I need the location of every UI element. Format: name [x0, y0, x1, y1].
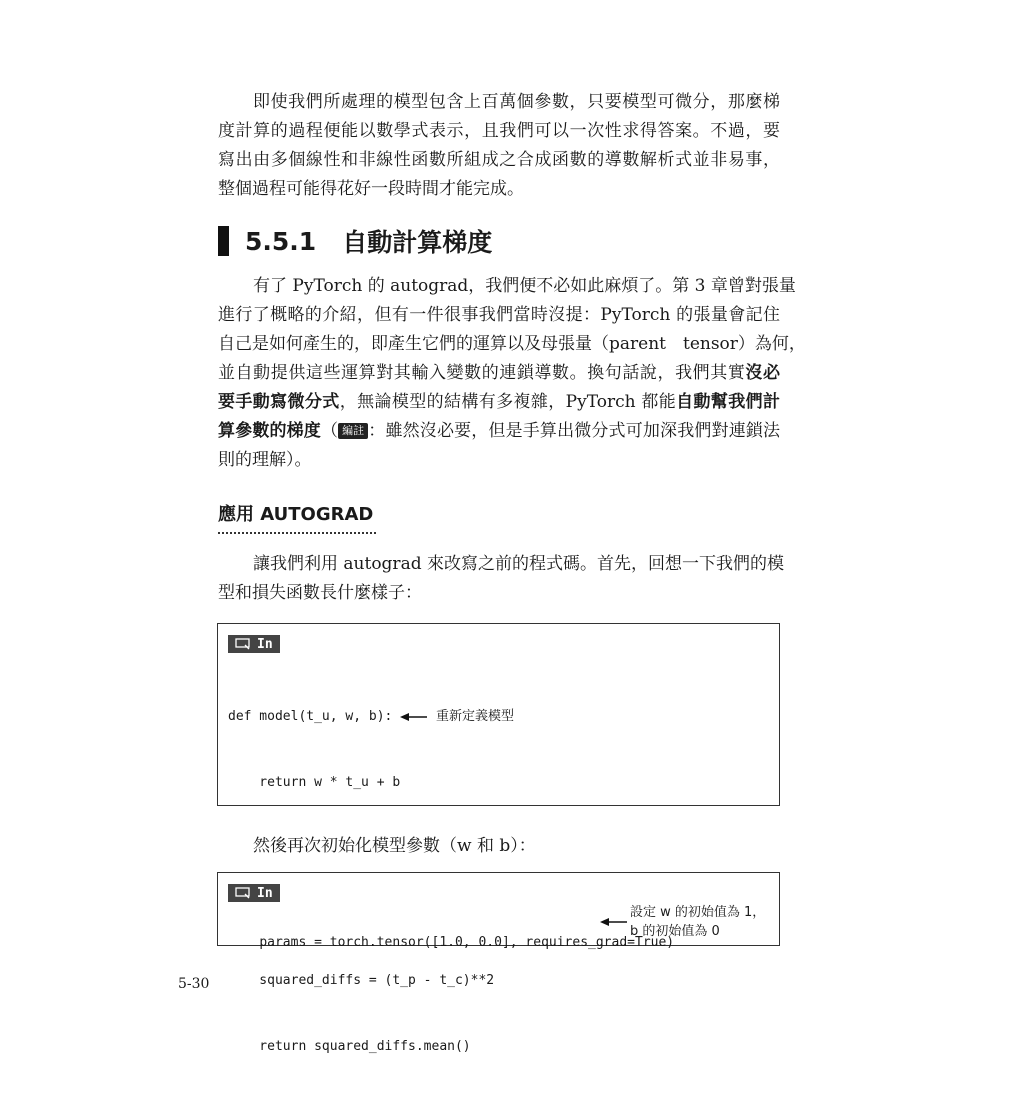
autograd-line-4-bold: 沒必 [745, 363, 781, 383]
annotation-init-values: 設定 w 的初始值為 1， b 的初始值為 0 [630, 905, 766, 939]
autograd-line-6-bold: 算參數的梯度 [218, 421, 321, 441]
autograd-line-1: 有了 PyTorch 的 autograd，我們便不必如此麻煩了。第 3 章曾對張量 [253, 276, 796, 296]
section-number: 5.5.1 [245, 226, 317, 256]
intro-line-3: 寫出由多個線性和非線性函數所組成之合成函數的導數解析式並非易事， [218, 150, 780, 170]
intro-line-1: 即使我們所處理的模型包含上百萬個參數，只要模型可微分，那麼梯 [253, 92, 780, 112]
intro-line-4: 整個過程可能得花好一段時間才能完成。 [218, 179, 524, 199]
code-input-icon [235, 638, 251, 650]
code-line: return squared_diffs.mean() [228, 1039, 471, 1054]
in-badge-label: In [257, 885, 273, 901]
usage-line-1: 讓我們利用 autograd 來改寫之前的程式碼。首先，回想一下我們的模 [253, 554, 784, 574]
code-line: squared_diffs = (t_p - t_c)**2 [228, 973, 495, 988]
in-badge [228, 884, 280, 902]
autograd-line-4-text: 並自動提供這些運算對其輸入變數的連鎖導數。換句話說，我們其實 [218, 363, 746, 383]
annotation-redefine-model: 重新定義模型 [436, 709, 515, 724]
page-number: 5-30 [178, 976, 210, 992]
editor-note-tag: 編註 [338, 423, 368, 439]
code-line: def model(t_u, w, b): 重新定義模型 [228, 709, 515, 724]
autograd-line-7: 則的理解）。 [218, 450, 312, 470]
section-heading [218, 224, 492, 258]
code-line: return w * t_u + b [228, 775, 401, 790]
autograd-line-3: 自己是如何產生的，即產生它們的運算以及母張量（parent tensor）為何， [218, 334, 806, 354]
intro-paragraph [218, 88, 780, 204]
section-bar [218, 226, 229, 256]
section-title: 自動計算梯度 [342, 228, 493, 257]
arrow-left-icon [400, 712, 428, 722]
usage-line-2: 型和損失函數長什麼樣子： [218, 583, 422, 603]
autograd-line-5-text: ，無論模型的結構有多複雜，PyTorch 都能 [339, 392, 677, 412]
code-input-icon [235, 887, 251, 899]
subheading-autograd: 應用 AUTOGRAD [218, 500, 376, 534]
intro-line-2: 度計算的過程便能以數學式表示，且我們可以一次性求得答案。不過，要 [218, 121, 780, 141]
autograd-line-2: 進行了概略的介紹，但有一件很事我們當時沒提：PyTorch 的張量會記住 [218, 305, 780, 325]
autograd-line-4 [218, 359, 780, 388]
then-paragraph [218, 832, 780, 861]
arrow-left-icon [600, 917, 628, 927]
autograd-line-6-text: ：雖然沒必要，但是手算出微分式可加深我們對連鎖法 [368, 421, 781, 441]
in-badge-label: In [257, 636, 273, 652]
code-line-params: params = torch.tensor([1.0, 0.0], requires_grad=True) [259, 935, 675, 950]
autograd-line-5-bold-c: 自動幫我們計 [676, 392, 781, 412]
code-block-2 [217, 872, 780, 950]
autograd-paragraph [218, 272, 806, 475]
autograd-line-5-bold-a: 要手動寫微分式 [218, 392, 340, 412]
autograd-line-6-paren: （ [320, 421, 339, 441]
in-badge [228, 635, 280, 653]
then-line: 然後再次初始化模型參數（w 和 b）： [253, 836, 536, 856]
usage-paragraph [218, 550, 784, 608]
autograd-line-5 [218, 388, 780, 417]
autograd-line-6 [218, 417, 780, 446]
